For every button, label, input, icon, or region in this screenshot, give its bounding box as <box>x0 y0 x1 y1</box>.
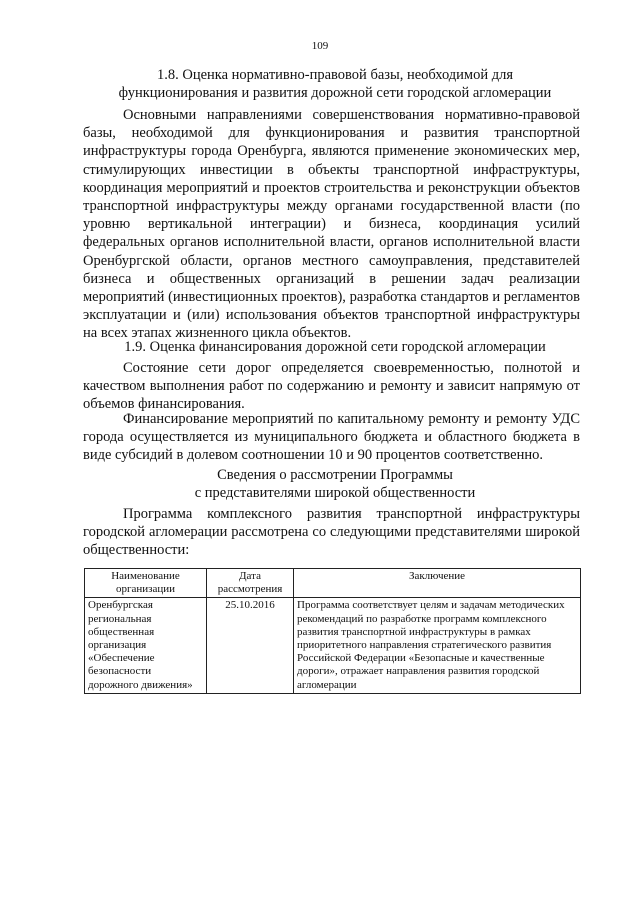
section-1-8-title-line1: 1.8. Оценка нормативно-правовой базы, необходимой для <box>156 67 514 83</box>
review-title-line2: с представителями широкой общественности <box>194 485 476 501</box>
section-1-8-heading <box>80 66 590 102</box>
cell-date: 25.10.2016 <box>207 598 294 693</box>
section-1-9-paragraph-2: Финансирование мероприятий по капитальному ремонту и ремонту УДС города осуществляется из муниципального бюджета и областного бюджета в виде субсидий в долевом соотношении 10 и 90 процентов соответственно. <box>83 411 580 464</box>
review-table <box>84 568 581 694</box>
cell-organization: Оренбургская региональная общественная организация «Обеспечение безопасности дорожного движения» <box>85 598 207 693</box>
section-1-9-heading: 1.9. Оценка финансирования дорожной сети городской агломерации <box>124 339 546 355</box>
review-section-paragraph: Программа комплексного развития транспортной инфраструктуры городской агломерации рассмотрена со следующими представителями широкой общественности: <box>83 506 580 559</box>
section-1-9-paragraph-1: Состояние сети дорог определяется своевременностью, полнотой и качеством выполнения работ по содержанию и ремонту и зависит напрямую от объемов финансирования. <box>83 360 580 413</box>
header-conclusion: Заключение <box>294 569 581 598</box>
section-1-8-title-line2: функционирования и развития дорожной сети городской агломерации <box>118 85 552 101</box>
header-date: Дата рассмотрения <box>207 569 294 598</box>
table-header-row <box>85 569 581 598</box>
header-organization: Наименование организации <box>85 569 207 598</box>
cell-conclusion: Программа соответствует целям и задачам методических рекомендаций по разработке программ комплексного развития транспортной инфраструктуры в рамках приоритетного направления стратегического развития Российской Федерации «Безопасные и качественные дороги», отражает направления развития городской агломерации <box>294 598 581 693</box>
table-row <box>85 598 581 693</box>
section-1-8-paragraph: Основными направлениями совершенствования нормативно-правовой базы, необходимой для функционирования и развития транспортной инфраструктуры города Оренбурга, являются применение экономических мер, стимулирующих инвестиции в объекты транспортной инфраструктуры, координация мероприятий и проектов строительства и реконструкции объектов транспортной инфраструктуры между органами государственной власти (по уровню вертикальной интеграции) и бизнеса, координация усилий федеральных органов исполнительной власти, органов исполнительной власти Оренбургской области, органов местного самоуправления, представителей бизнеса и общественных организаций в решении задач реализации мероприятий (инвестиционных проектов), разработка стандартов и регламентов эксплуатации и (или) использования объектов транспортной инфраструктуры на всех этапах жизненного цикла объектов. <box>83 107 580 342</box>
page-number: 109 <box>311 40 329 52</box>
review-title-line1: Сведения о рассмотрении Программы <box>217 467 453 483</box>
review-section-heading <box>80 466 590 502</box>
